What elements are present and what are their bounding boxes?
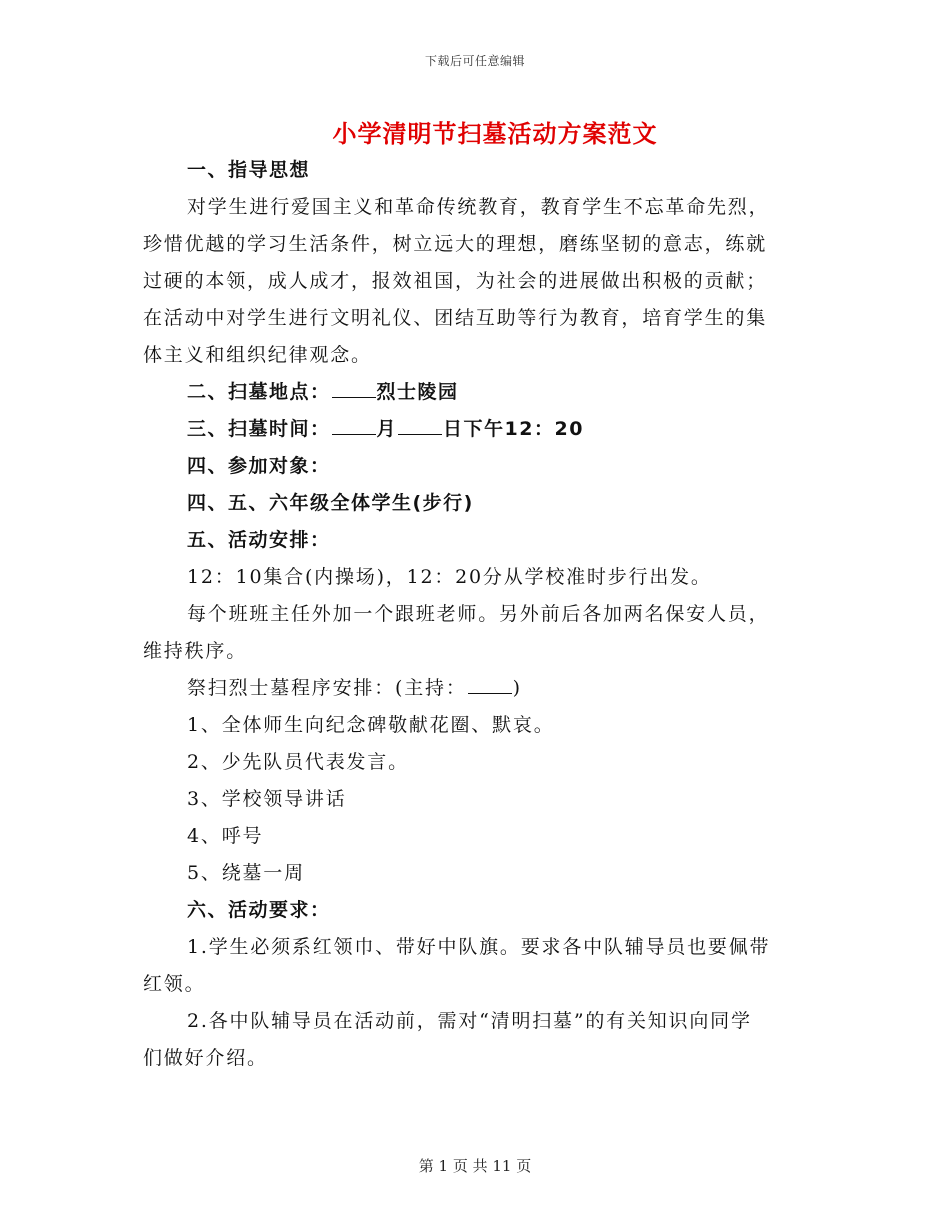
section-heading-place bbox=[143, 374, 803, 411]
paragraph-line: 体主义和组织纪律观念。 bbox=[143, 344, 372, 366]
program-item: 4、呼号 bbox=[187, 825, 264, 847]
program-label: 祭扫烈士墓程序安排：(主持： bbox=[187, 677, 467, 699]
document-body bbox=[143, 152, 803, 1077]
section-heading-target: 四、参加对象： bbox=[187, 455, 331, 477]
document-title: 小学清明节扫墓活动方案范文 bbox=[332, 119, 658, 148]
time-month: 月 bbox=[376, 418, 398, 440]
time-label: 三、扫墓时间： bbox=[187, 418, 331, 440]
paragraph-line: 珍惜优越的学习生活条件，树立远大的理想，磨练坚韧的意志，练就 bbox=[143, 233, 768, 255]
paragraph-line: 1.学生必须系红领巾、带好中队旗。要求各中队辅导员也要佩带 bbox=[187, 936, 771, 958]
header-note: 下载后可任意编辑 bbox=[424, 54, 525, 68]
paragraph-line: 维持秩序。 bbox=[143, 640, 248, 662]
program-close: ) bbox=[512, 677, 522, 699]
paragraph-line: 12：10集合(内操场)，12：20分从学校准时步行出发。 bbox=[187, 566, 712, 588]
section-heading-require: 六、活动要求： bbox=[187, 899, 331, 921]
place-label: 二、扫墓地点： bbox=[187, 381, 331, 403]
page-footer: 第 1 页 共 11 页 bbox=[418, 1157, 532, 1175]
time-rest: 日下午12：20 bbox=[443, 418, 584, 440]
blank-underline bbox=[332, 379, 376, 398]
paragraph-line: 2.各中队辅导员在活动前，需对“清明扫墓”的有关知识向同学 bbox=[187, 1010, 752, 1032]
program-item: 5、绕墓一周 bbox=[187, 862, 305, 884]
blank-underline bbox=[332, 416, 376, 435]
paragraph-line: 过硬的本领，成人成才，报效祖国，为社会的进展做出积极的贡献； bbox=[143, 270, 768, 292]
section-heading-arrange: 五、活动安排： bbox=[187, 529, 331, 551]
target-value: 四、五、六年级全体学生(步行) bbox=[187, 492, 474, 514]
program-item: 2、少先队员代表发言。 bbox=[187, 751, 409, 773]
program-item: 1、全体师生向纪念碑敬献花圈、默哀。 bbox=[187, 714, 555, 736]
program-item: 3、学校领导讲话 bbox=[187, 788, 347, 810]
blank-underline bbox=[398, 416, 442, 435]
paragraph-line: 们做好介绍。 bbox=[143, 1047, 268, 1069]
place-value: 烈士陵园 bbox=[376, 381, 459, 403]
program-line bbox=[143, 670, 803, 707]
section-heading-time bbox=[143, 411, 803, 448]
paragraph-line: 红领。 bbox=[143, 973, 206, 995]
paragraph-line: 在活动中对学生进行文明礼仪、团结互助等行为教育，培育学生的集 bbox=[143, 307, 768, 329]
blank-underline bbox=[468, 675, 512, 694]
section-heading-guide: 一、指导思想 bbox=[187, 159, 311, 181]
paragraph-line: 对学生进行爱国主义和革命传统教育，教育学生不忘革命先烈， bbox=[187, 196, 770, 218]
paragraph-line: 每个班班主任外加一个跟班老师。另外前后各加两名保安人员， bbox=[187, 603, 770, 625]
